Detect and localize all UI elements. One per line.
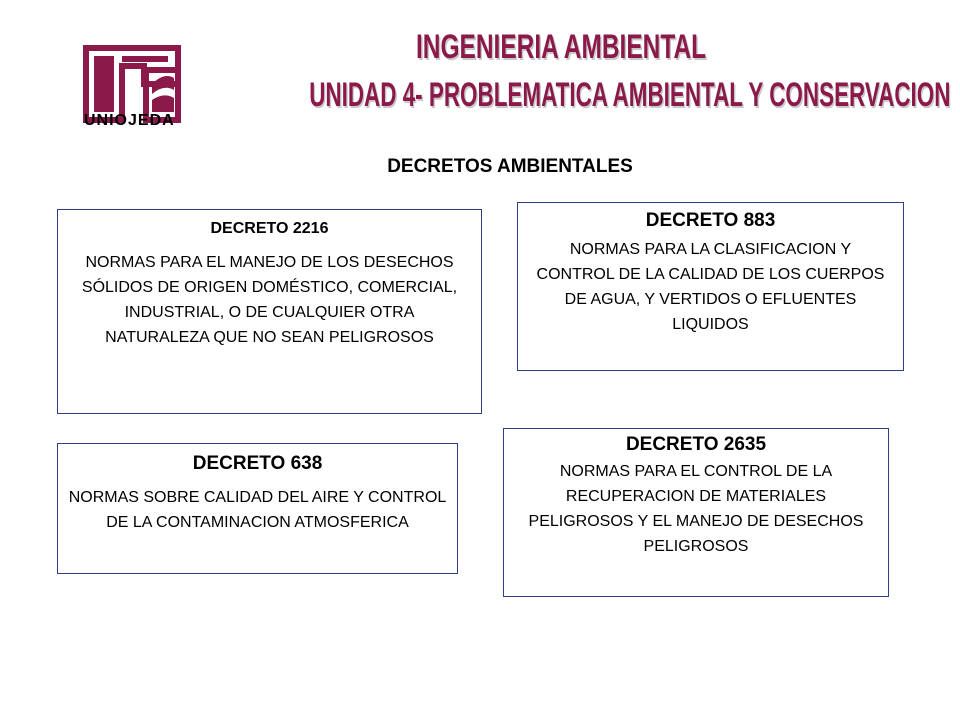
decree-description: NORMAS PARA EL MANEJO DE LOS DESECHOS SÓLIDOS DE ORIGEN DOMÉSTICO, COMERCIAL, INDUSTRIAL, O DE CUALQUIER OTRA NATURALEZA QUE NO SEAN PELIGROSOS [81,254,458,346]
decree-883-box [517,202,904,371]
decree-description: NORMAS PARA LA CLASIFICACION Y CONTROL DE LA CALIDAD DE LOS CUERPOS DE AGUA, Y VERTIDOS O EFLUENTES LIQUIDOS [536,241,885,333]
decree-description: NORMAS SOBRE CALIDAD DEL AIRE Y CONTROL DE LA CONTAMINACION ATMOSFERICA [68,489,447,531]
decree-description: NORMAS PARA EL CONTROL DE LA RECUPERACION DE MATERIALES PELIGROSOS Y EL MANEJO DE DESECHOS PELIGROSOS [528,463,864,555]
logo-wordmark: UNIOJEDA [84,112,175,129]
section-title: DECRETOS AMBIENTALES [387,156,633,177]
decree-title: DECRETO 2216 [210,220,329,237]
decree-title: DECRETO 883 [645,210,776,231]
decree-638-box [57,443,458,574]
decree-2635-box [503,428,889,597]
course-title: INGENIERIA AMBIENTAL [416,28,707,66]
decree-title: DECRETO 638 [192,453,323,474]
unit-title: UNIDAD 4- PROBLEMATICA AMBIENTAL Y CONSERVACION [309,76,951,114]
decree-2216-box [57,209,482,414]
decree-title: DECRETO 2635 [625,434,767,455]
